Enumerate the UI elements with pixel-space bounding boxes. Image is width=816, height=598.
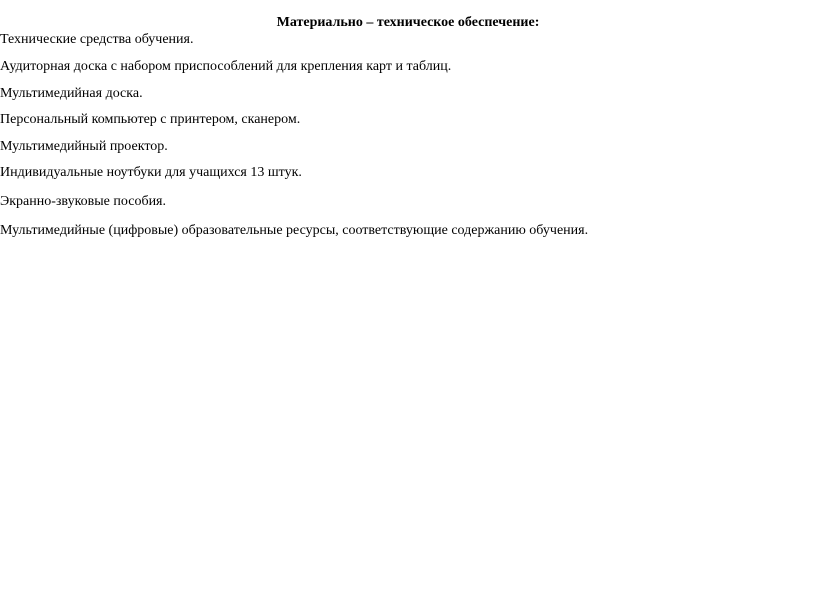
text-line-audiovisual-aids: Экранно-звуковые пособия. — [0, 194, 166, 209]
text-line-personal-computer: Персональный компьютер с принтером, сканером. — [0, 112, 301, 127]
text-line-laptops: Индивидуальные ноутбуки для учащихся 13 штук. — [0, 165, 302, 180]
text-line-digital-resources: Мультимедийные (цифровые) образовательные ресурсы, соответствующие содержанию обучения. — [0, 223, 589, 238]
text-line-technical-means: Технические средства обучения. — [0, 32, 194, 47]
text-line-multimedia-projector: Мультимедийный проектор. — [0, 139, 168, 154]
text-line-multimedia-board: Мультимедийная доска. — [0, 86, 143, 101]
text-line-classroom-board: Аудиторная доска с набором приспособлений для крепления карт и таблиц. — [0, 59, 452, 74]
document-title: Материально – техническое обеспечение: — [276, 15, 540, 30]
